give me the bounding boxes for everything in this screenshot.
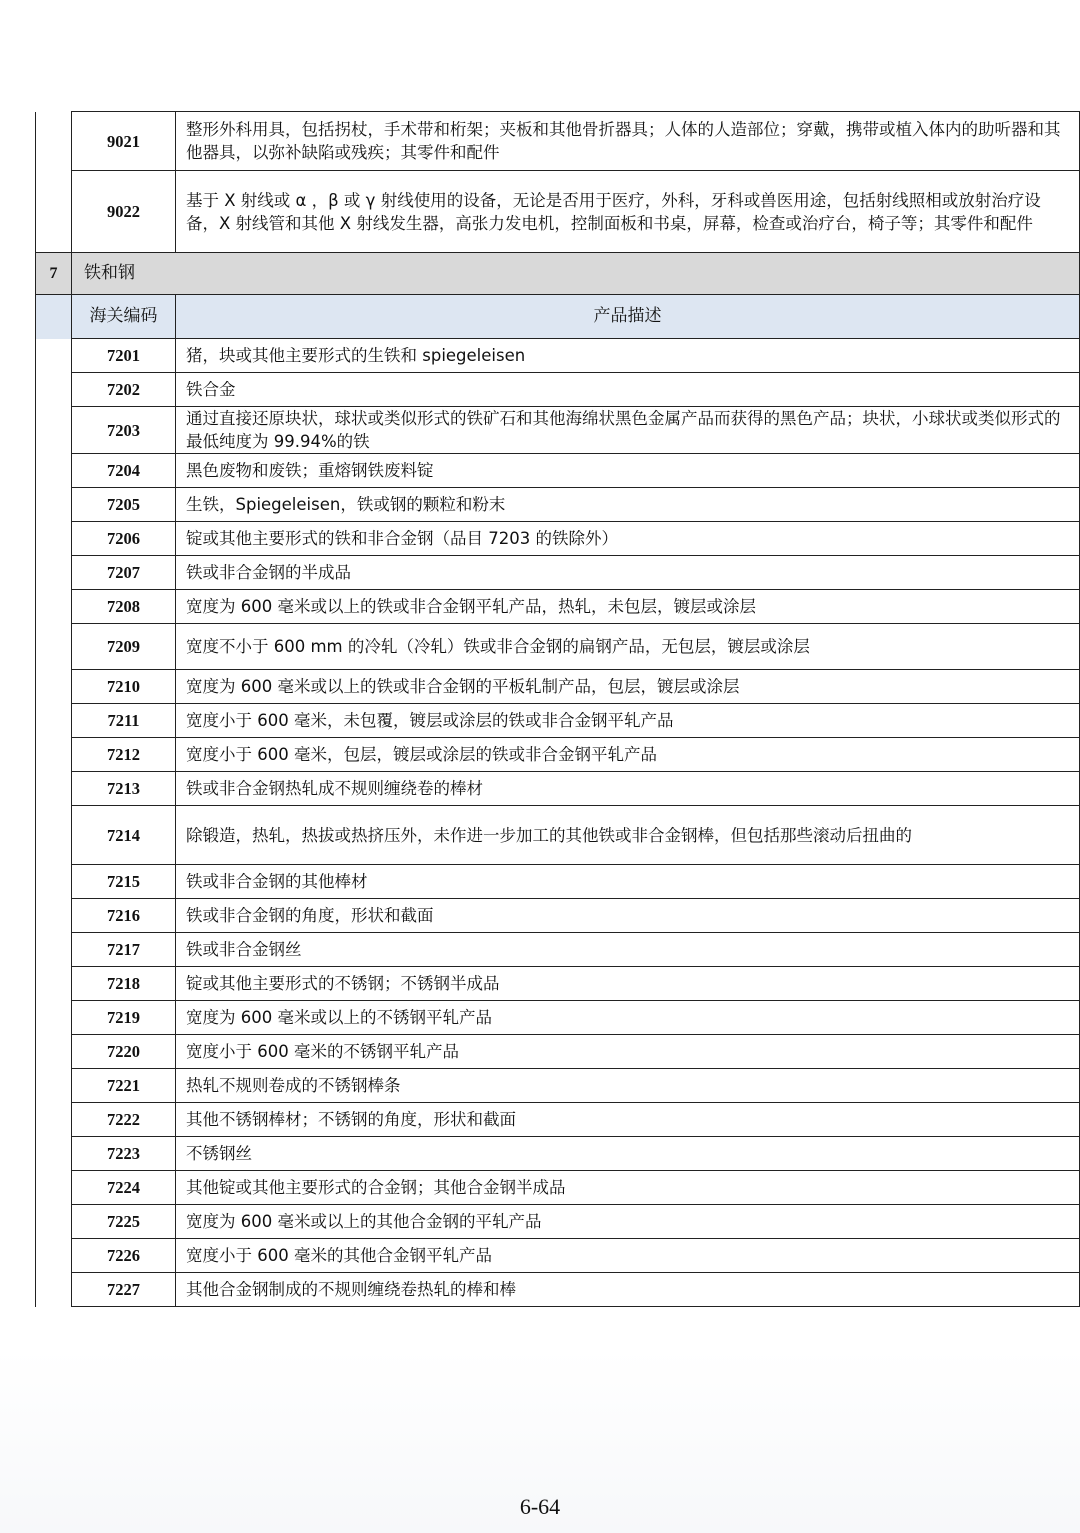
hs-code: 7206 bbox=[72, 522, 176, 556]
hs-code: 9022 bbox=[72, 171, 176, 253]
product-description: 宽度不小于 600 mm 的冷轧（冷轧）铁或非合金钢的扁钢产品，无包层，镀层或涂层 bbox=[176, 624, 1080, 670]
column-header-description: 产品描述 bbox=[176, 295, 1080, 339]
section-column-cell bbox=[36, 1103, 72, 1137]
section-column-cell bbox=[36, 1137, 72, 1171]
table-row bbox=[36, 339, 1080, 373]
section-column-cell bbox=[36, 1001, 72, 1035]
table-row bbox=[36, 1001, 1080, 1035]
section-column-cell bbox=[36, 454, 72, 488]
section-header-row bbox=[36, 253, 1080, 295]
page-number: 6-64 bbox=[519, 1494, 561, 1519]
product-description: 宽度为 600 毫米或以上的铁或非合金钢的平板轧制产品，包层，镀层或涂层 bbox=[176, 670, 1080, 704]
section-column-cell bbox=[36, 1035, 72, 1069]
hs-code: 7220 bbox=[72, 1035, 176, 1069]
section-column-cell bbox=[36, 1239, 72, 1273]
product-description: 宽度为 600 毫米或以上的不锈钢平轧产品 bbox=[176, 1001, 1080, 1035]
section-column-cell bbox=[36, 373, 72, 407]
hs-code: 9021 bbox=[72, 112, 176, 171]
table-row bbox=[36, 112, 1080, 171]
table-row bbox=[36, 967, 1080, 1001]
table-row bbox=[36, 454, 1080, 488]
section-column-cell bbox=[36, 1273, 72, 1307]
hs-code: 7212 bbox=[72, 738, 176, 772]
product-description: 整形外科用具，包括拐杖，手术带和桁架；夹板和其他骨折器具；人体的人造部位；穿戴，携带或植入体内的助听器和其他器具，以弥补缺陷或残疾；其零件和配件 bbox=[176, 112, 1080, 171]
section-column-cell bbox=[36, 806, 72, 865]
section-column-cell bbox=[36, 407, 72, 454]
section-column-cell bbox=[36, 295, 72, 339]
table-row bbox=[36, 1137, 1080, 1171]
product-description: 基于 X 射线或 α ，β 或 γ 射线使用的设备，无论是否用于医疗，外科，牙科或兽医用途，包括射线照相或放射治疗设备，X 射线管和其他 X 射线发生器，高张力发电机，控制面板和书桌，屏幕，检查或治疗台，椅子等；其零件和配件 bbox=[176, 171, 1080, 253]
product-description: 宽度为 600 毫米或以上的其他合金钢的平轧产品 bbox=[176, 1205, 1080, 1239]
section-column-cell bbox=[36, 670, 72, 704]
section-column-cell bbox=[36, 704, 72, 738]
hs-code: 7201 bbox=[72, 339, 176, 373]
table-row bbox=[36, 1103, 1080, 1137]
table-row bbox=[36, 624, 1080, 670]
product-description: 黑色废物和废铁；重熔钢铁废料锭 bbox=[176, 454, 1080, 488]
hs-code: 7204 bbox=[72, 454, 176, 488]
table-row bbox=[36, 171, 1080, 253]
product-description: 其他合金钢制成的不规则缠绕卷热轧的棒和棒 bbox=[176, 1273, 1080, 1307]
table-row bbox=[36, 933, 1080, 967]
hs-code: 7222 bbox=[72, 1103, 176, 1137]
product-description: 锭或其他主要形式的铁和非合金钢（品目 7203 的铁除外） bbox=[176, 522, 1080, 556]
hs-code: 7210 bbox=[72, 670, 176, 704]
table-row bbox=[36, 1273, 1080, 1307]
product-description: 热轧不规则卷成的不锈钢棒条 bbox=[176, 1069, 1080, 1103]
table-row bbox=[36, 1171, 1080, 1205]
section-column-cell bbox=[36, 967, 72, 1001]
product-description: 锭或其他主要形式的不锈钢；不锈钢半成品 bbox=[176, 967, 1080, 1001]
column-header-row bbox=[36, 295, 1080, 339]
table-row bbox=[36, 488, 1080, 522]
section-column-cell bbox=[36, 112, 72, 171]
section-column-cell bbox=[36, 865, 72, 899]
hs-code: 7215 bbox=[72, 865, 176, 899]
product-description: 铁或非合金钢的角度，形状和截面 bbox=[176, 899, 1080, 933]
data-rows bbox=[36, 339, 1080, 1307]
hs-code: 7223 bbox=[72, 1137, 176, 1171]
hs-code: 7226 bbox=[72, 1239, 176, 1273]
section-column-cell bbox=[36, 1171, 72, 1205]
hs-code-table bbox=[35, 111, 1080, 1307]
section-column-cell bbox=[36, 1205, 72, 1239]
table-row bbox=[36, 556, 1080, 590]
hs-code: 7219 bbox=[72, 1001, 176, 1035]
section-column-cell bbox=[36, 339, 72, 373]
product-description: 其他不锈钢棒材；不锈钢的角度，形状和截面 bbox=[176, 1103, 1080, 1137]
table-row bbox=[36, 704, 1080, 738]
hs-code: 7214 bbox=[72, 806, 176, 865]
product-description: 铁或非合金钢热轧成不规则缠绕卷的棒材 bbox=[176, 772, 1080, 806]
product-description: 铁或非合金钢的半成品 bbox=[176, 556, 1080, 590]
section-column-cell bbox=[36, 1069, 72, 1103]
section-column-cell bbox=[36, 590, 72, 624]
product-description: 生铁，Spiegeleisen，铁或钢的颗粒和粉末 bbox=[176, 488, 1080, 522]
column-header-code: 海关编码 bbox=[72, 295, 176, 339]
product-description: 宽度小于 600 毫米的不锈钢平轧产品 bbox=[176, 1035, 1080, 1069]
product-description: 铁或非合金钢丝 bbox=[176, 933, 1080, 967]
hs-code: 7221 bbox=[72, 1069, 176, 1103]
hs-code: 7209 bbox=[72, 624, 176, 670]
table-row bbox=[36, 1035, 1080, 1069]
product-description: 除锻造，热轧，热拔或热挤压外，未作进一步加工的其他铁或非合金钢棒，但包括那些滚动后扭曲的 bbox=[176, 806, 1080, 865]
hs-code: 7225 bbox=[72, 1205, 176, 1239]
table-row bbox=[36, 738, 1080, 772]
table-row bbox=[36, 899, 1080, 933]
table-row bbox=[36, 373, 1080, 407]
table-row bbox=[36, 407, 1080, 454]
product-description: 宽度为 600 毫米或以上的铁或非合金钢平轧产品，热轧，未包层，镀层或涂层 bbox=[176, 590, 1080, 624]
table-row bbox=[36, 772, 1080, 806]
hs-code: 7205 bbox=[72, 488, 176, 522]
section-column-cell bbox=[36, 522, 72, 556]
section-column-cell bbox=[36, 899, 72, 933]
product-description: 猪，块或其他主要形式的生铁和 spiegeleisen bbox=[176, 339, 1080, 373]
hs-code: 7216 bbox=[72, 899, 176, 933]
product-description: 通过直接还原块状，球状或类似形式的铁矿石和其他海绵状黑色金属产品而获得的黑色产品；块状，小球状或类似形式的最低纯度为 99.94%的铁 bbox=[176, 407, 1080, 454]
section-title: 铁和钢 bbox=[72, 253, 1080, 295]
table-row bbox=[36, 522, 1080, 556]
product-description: 其他锭或其他主要形式的合金钢；其他合金钢半成品 bbox=[176, 1171, 1080, 1205]
table-row bbox=[36, 1239, 1080, 1273]
section-column-cell bbox=[36, 624, 72, 670]
product-description: 宽度小于 600 毫米，未包覆，镀层或涂层的铁或非合金钢平轧产品 bbox=[176, 704, 1080, 738]
section-column-cell bbox=[36, 556, 72, 590]
hs-code: 7213 bbox=[72, 772, 176, 806]
table-row bbox=[36, 1205, 1080, 1239]
product-description: 铁或非合金钢的其他棒材 bbox=[176, 865, 1080, 899]
table-row bbox=[36, 590, 1080, 624]
hs-code: 7207 bbox=[72, 556, 176, 590]
table-row bbox=[36, 865, 1080, 899]
section-column-cell bbox=[36, 738, 72, 772]
hs-code: 7227 bbox=[72, 1273, 176, 1307]
table-row bbox=[36, 806, 1080, 865]
table-row bbox=[36, 1069, 1080, 1103]
hs-code: 7202 bbox=[72, 373, 176, 407]
section-column-cell bbox=[36, 933, 72, 967]
section-column-cell bbox=[36, 171, 72, 253]
hs-code: 7203 bbox=[72, 407, 176, 454]
product-description: 不锈钢丝 bbox=[176, 1137, 1080, 1171]
hs-code: 7224 bbox=[72, 1171, 176, 1205]
product-description: 宽度小于 600 毫米，包层，镀层或涂层的铁或非合金钢平轧产品 bbox=[176, 738, 1080, 772]
section-column-cell bbox=[36, 772, 72, 806]
hs-code: 7208 bbox=[72, 590, 176, 624]
product-description: 宽度小于 600 毫米的其他合金钢平轧产品 bbox=[176, 1239, 1080, 1273]
hs-code: 7217 bbox=[72, 933, 176, 967]
hs-code: 7211 bbox=[72, 704, 176, 738]
section-column-cell bbox=[36, 488, 72, 522]
section-number: 7 bbox=[36, 253, 72, 295]
product-description: 铁合金 bbox=[176, 373, 1080, 407]
hs-code: 7218 bbox=[72, 967, 176, 1001]
table-row bbox=[36, 670, 1080, 704]
